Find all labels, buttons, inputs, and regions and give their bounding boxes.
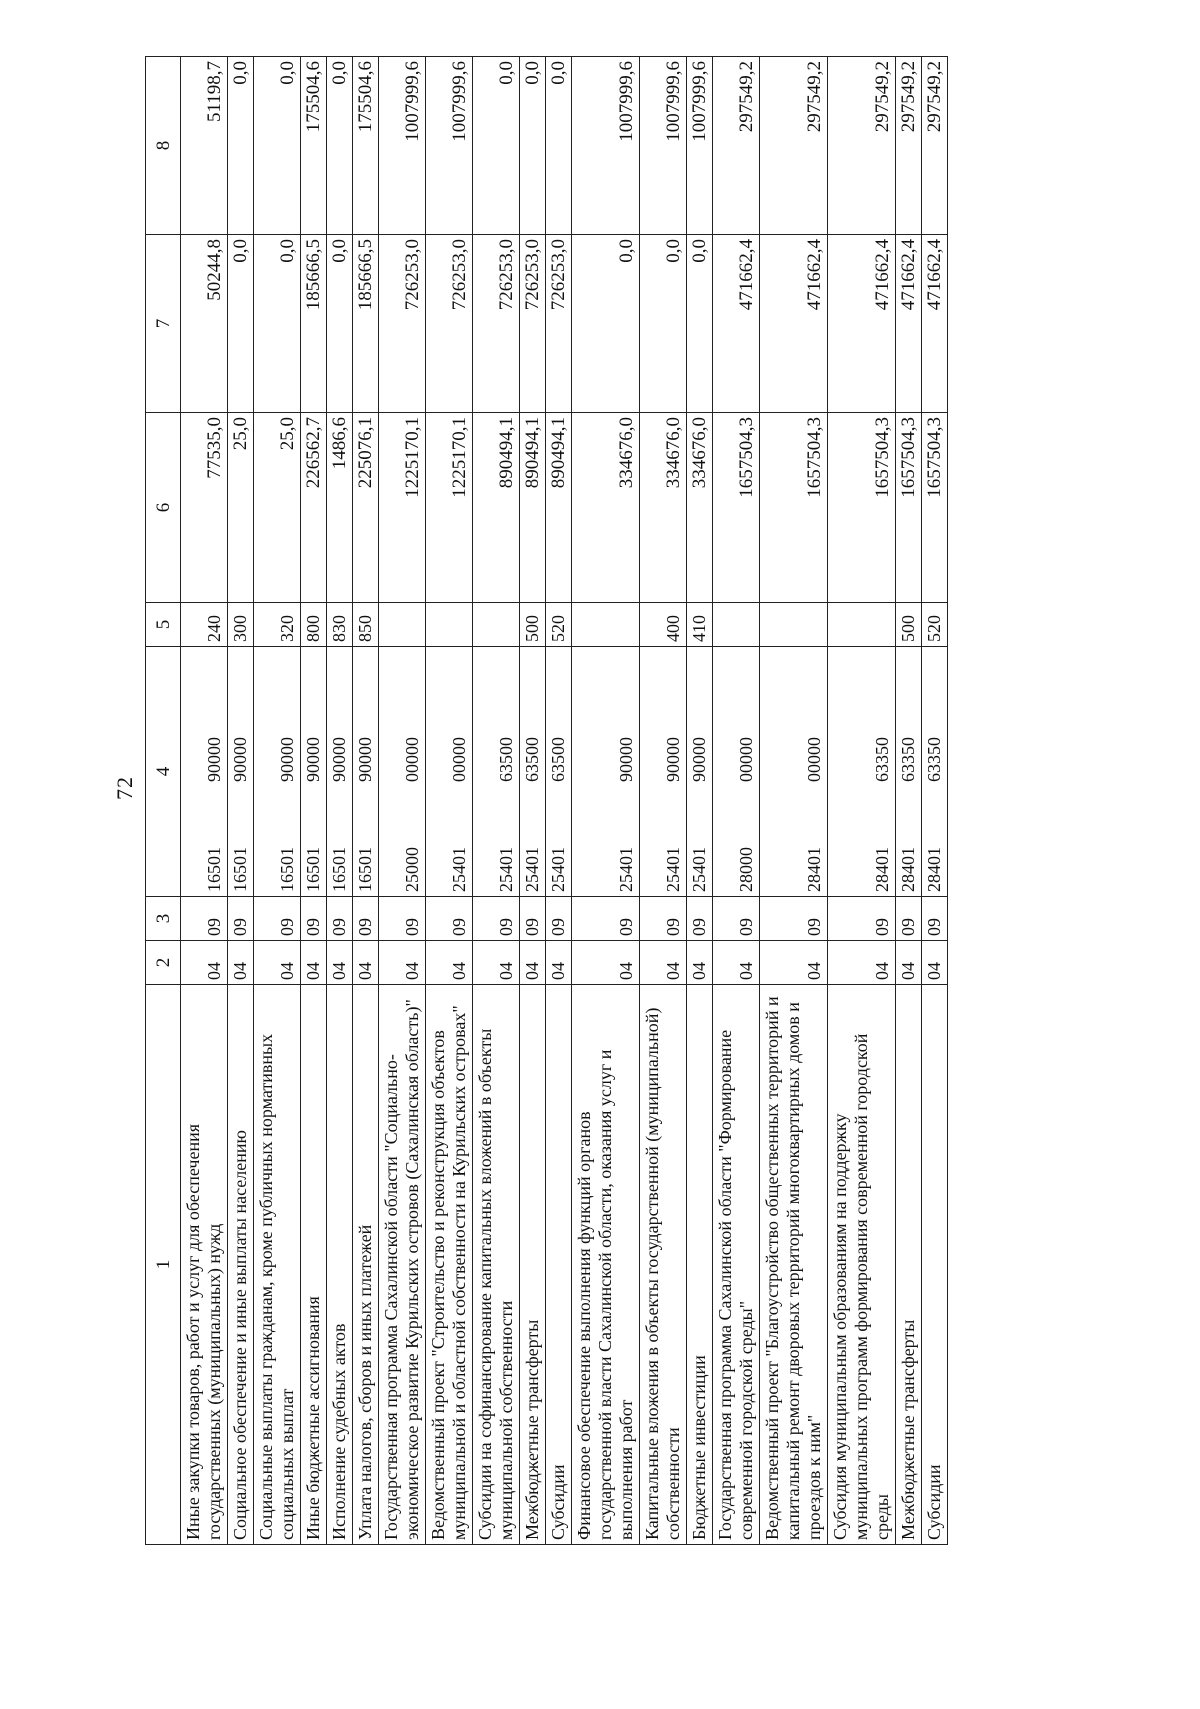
table-row xyxy=(301,57,327,1545)
row-name-cell: Межбюджетные трансферты xyxy=(520,985,546,1545)
amount-col8-cell: 51198,7 xyxy=(181,57,228,235)
subsection-code-cell: 09 xyxy=(896,897,922,941)
table-row xyxy=(922,57,948,1545)
section-code-cell: 04 xyxy=(922,941,948,985)
amount-col6-cell: 1657504,3 xyxy=(713,413,760,603)
amount-col7-cell: 726253,0 xyxy=(426,235,473,413)
program-code-cell xyxy=(546,647,572,897)
program-code-part1: 16501 xyxy=(329,847,349,892)
amount-col6-cell: 25,0 xyxy=(228,413,254,603)
subsection-code-cell: 09 xyxy=(254,897,301,941)
program-code-cell xyxy=(687,647,713,897)
page-number: 72 xyxy=(112,776,137,800)
program-code-part2: 90000 xyxy=(355,737,375,782)
program-code-part1: 28401 xyxy=(872,847,892,892)
program-code-part2: 00000 xyxy=(402,737,422,782)
amount-col8-cell: 1007999,6 xyxy=(379,57,426,235)
program-code-part2: 90000 xyxy=(616,737,636,782)
program-code-part2: 63350 xyxy=(872,737,892,782)
row-name-cell: Субсидия муниципальным образованиям на поддержку муниципальных программ формирования современной городской среды xyxy=(828,985,896,1545)
section-code-cell: 04 xyxy=(228,941,254,985)
amount-col6-cell: 890494,1 xyxy=(546,413,572,603)
amount-col8-cell: 1007999,6 xyxy=(426,57,473,235)
row-name-cell: Исполнение судебных актов xyxy=(327,985,353,1545)
amount-col7-cell: 471662,4 xyxy=(828,235,896,413)
subsection-code-cell: 09 xyxy=(687,897,713,941)
table-row xyxy=(687,57,713,1545)
section-code-cell: 04 xyxy=(640,941,687,985)
section-code-cell: 04 xyxy=(353,941,379,985)
expense-type-cell: 410 xyxy=(687,603,713,647)
section-code-cell: 04 xyxy=(379,941,426,985)
column-header-5: 5 xyxy=(146,603,181,647)
amount-col7-cell: 471662,4 xyxy=(896,235,922,413)
amount-col7-cell: 726253,0 xyxy=(546,235,572,413)
expense-type-cell xyxy=(572,603,640,647)
program-code-part2: 90000 xyxy=(689,737,709,782)
amount-col6-cell: 225076,1 xyxy=(353,413,379,603)
program-code-part2: 00000 xyxy=(804,737,824,782)
rotated-table-container xyxy=(145,57,1030,1545)
program-code-part2: 63500 xyxy=(496,737,516,782)
table-row xyxy=(520,57,546,1545)
program-code-cell xyxy=(353,647,379,897)
program-code-part2: 90000 xyxy=(230,737,250,782)
expense-type-cell: 520 xyxy=(922,603,948,647)
section-code-cell: 04 xyxy=(473,941,520,985)
amount-col6-cell: 1657504,3 xyxy=(922,413,948,603)
section-code-cell: 04 xyxy=(713,941,760,985)
section-code-cell: 04 xyxy=(546,941,572,985)
amount-col6-cell: 890494,1 xyxy=(520,413,546,603)
amount-col8-cell: 297549,2 xyxy=(896,57,922,235)
column-header-3: 3 xyxy=(146,897,181,941)
row-name-cell: Социальное обеспечение и иные выплаты населению xyxy=(228,985,254,1545)
table-row xyxy=(713,57,760,1545)
section-code-cell: 04 xyxy=(520,941,546,985)
row-name-cell: Государственная программа Сахалинской области "Социально-экономическое развитие Курильских островов (Сахалинская область)" xyxy=(379,985,426,1545)
subsection-code-cell: 09 xyxy=(301,897,327,941)
expense-type-cell xyxy=(713,603,760,647)
table-row xyxy=(572,57,640,1545)
subsection-code-cell: 09 xyxy=(379,897,426,941)
amount-col8-cell: 0,0 xyxy=(254,57,301,235)
subsection-code-cell: 09 xyxy=(546,897,572,941)
program-code-part2: 63350 xyxy=(898,737,918,782)
section-code-cell: 04 xyxy=(426,941,473,985)
expense-type-cell: 300 xyxy=(228,603,254,647)
section-code-cell: 04 xyxy=(760,941,828,985)
program-code-part2: 00000 xyxy=(449,737,469,782)
amount-col6-cell: 1486,6 xyxy=(327,413,353,603)
amount-col7-cell: 185666,5 xyxy=(353,235,379,413)
program-code-part1: 25401 xyxy=(689,847,709,892)
section-code-cell: 04 xyxy=(181,941,228,985)
program-code-part1: 25401 xyxy=(496,847,516,892)
column-header-6: 6 xyxy=(146,413,181,603)
amount-col8-cell: 0,0 xyxy=(520,57,546,235)
program-code-part2: 63350 xyxy=(924,737,944,782)
table-row xyxy=(896,57,922,1545)
expense-type-cell: 520 xyxy=(546,603,572,647)
amount-col7-cell: 50244,8 xyxy=(181,235,228,413)
subsection-code-cell: 09 xyxy=(520,897,546,941)
program-code-part1: 28401 xyxy=(898,847,918,892)
amount-col6-cell: 1225170,1 xyxy=(379,413,426,603)
program-code-cell xyxy=(254,647,301,897)
program-code-part1: 16501 xyxy=(303,847,323,892)
program-code-cell xyxy=(713,647,760,897)
program-code-part1: 16501 xyxy=(277,847,297,892)
table-row xyxy=(353,57,379,1545)
program-code-part1: 25401 xyxy=(663,847,683,892)
row-name-cell: Капитальные вложения в объекты государственной (муниципальной) собственности xyxy=(640,985,687,1545)
table-row xyxy=(379,57,426,1545)
amount-col6-cell: 334676,0 xyxy=(572,413,640,603)
expense-type-cell: 830 xyxy=(327,603,353,647)
program-code-part2: 90000 xyxy=(303,737,323,782)
program-code-part2: 00000 xyxy=(736,737,756,782)
program-code-part1: 25401 xyxy=(616,847,636,892)
amount-col7-cell: 726253,0 xyxy=(379,235,426,413)
amount-col8-cell: 297549,2 xyxy=(922,57,948,235)
row-name-cell: Субсидии xyxy=(546,985,572,1545)
amount-col7-cell: 726253,0 xyxy=(473,235,520,413)
section-code-cell: 04 xyxy=(301,941,327,985)
row-name-cell: Бюджетные инвестиции xyxy=(687,985,713,1545)
column-header-2: 2 xyxy=(146,941,181,985)
amount-col7-cell: 471662,4 xyxy=(713,235,760,413)
program-code-part2: 90000 xyxy=(329,737,349,782)
amount-col8-cell: 175504,6 xyxy=(353,57,379,235)
table-row xyxy=(327,57,353,1545)
program-code-part1: 16501 xyxy=(355,847,375,892)
subsection-code-cell: 09 xyxy=(327,897,353,941)
amount-col6-cell: 1657504,3 xyxy=(896,413,922,603)
program-code-part1: 25401 xyxy=(548,847,568,892)
table-row xyxy=(760,57,828,1545)
program-code-cell xyxy=(640,647,687,897)
table-row xyxy=(228,57,254,1545)
table-row xyxy=(473,57,520,1545)
expense-type-cell: 850 xyxy=(353,603,379,647)
column-header-4: 4 xyxy=(146,647,181,897)
program-code-cell xyxy=(426,647,473,897)
amount-col6-cell: 1657504,3 xyxy=(828,413,896,603)
amount-col7-cell: 0,0 xyxy=(327,235,353,413)
row-name-cell: Иные закупки товаров, работ и услуг для обеспечения государственных (муниципальных) нужд xyxy=(181,985,228,1545)
amount-col6-cell: 1657504,3 xyxy=(760,413,828,603)
row-name-cell: Субсидии xyxy=(922,985,948,1545)
expense-type-cell xyxy=(379,603,426,647)
subsection-code-cell: 09 xyxy=(713,897,760,941)
subsection-code-cell: 09 xyxy=(426,897,473,941)
amount-col6-cell: 334676,0 xyxy=(687,413,713,603)
table-row xyxy=(546,57,572,1545)
subsection-code-cell: 09 xyxy=(353,897,379,941)
budget-table xyxy=(145,56,948,1545)
amount-col7-cell: 0,0 xyxy=(687,235,713,413)
row-name-cell: Государственная программа Сахалинской области "Формирование современной городской среды" xyxy=(713,985,760,1545)
amount-col8-cell: 1007999,6 xyxy=(640,57,687,235)
table-row xyxy=(640,57,687,1545)
row-name-cell: Ведомственный проект "Строительство и реконструкция объектов муниципальной и областной собственности на Курильских островах" xyxy=(426,985,473,1545)
section-code-cell: 04 xyxy=(254,941,301,985)
amount-col8-cell: 297549,2 xyxy=(713,57,760,235)
program-code-cell xyxy=(572,647,640,897)
amount-col8-cell: 1007999,6 xyxy=(572,57,640,235)
subsection-code-cell: 09 xyxy=(760,897,828,941)
program-code-cell xyxy=(327,647,353,897)
row-name-cell: Уплата налогов, сборов и иных платежей xyxy=(353,985,379,1545)
amount-col7-cell: 0,0 xyxy=(640,235,687,413)
amount-col8-cell: 297549,2 xyxy=(760,57,828,235)
expense-type-cell: 500 xyxy=(520,603,546,647)
program-code-part2: 90000 xyxy=(663,737,683,782)
section-code-cell: 04 xyxy=(896,941,922,985)
program-code-cell xyxy=(379,647,426,897)
table-row xyxy=(254,57,301,1545)
amount-col8-cell: 0,0 xyxy=(327,57,353,235)
amount-col8-cell: 0,0 xyxy=(228,57,254,235)
expense-type-cell xyxy=(473,603,520,647)
expense-type-cell: 800 xyxy=(301,603,327,647)
row-name-cell: Ведомственный проект "Благоустройство общественных территорий и капитальный ремонт дворовых территорий многоквартирных домов и проездов к ним" xyxy=(760,985,828,1545)
program-code-part1: 28401 xyxy=(804,847,824,892)
program-code-part1: 25000 xyxy=(402,847,422,892)
expense-type-cell: 240 xyxy=(181,603,228,647)
subsection-code-cell: 09 xyxy=(828,897,896,941)
program-code-part2: 90000 xyxy=(277,737,297,782)
program-code-part1: 25401 xyxy=(449,847,469,892)
section-code-cell: 04 xyxy=(687,941,713,985)
amount-col8-cell: 0,0 xyxy=(473,57,520,235)
subsection-code-cell: 09 xyxy=(181,897,228,941)
program-code-part2: 90000 xyxy=(204,737,224,782)
table-row xyxy=(181,57,228,1545)
program-code-cell xyxy=(520,647,546,897)
subsection-code-cell: 09 xyxy=(922,897,948,941)
program-code-part1: 16501 xyxy=(230,847,250,892)
row-name-cell: Финансовое обеспечение выполнения функций органов государственной власти Сахалинской области, оказания услуг и выполнения работ xyxy=(572,985,640,1545)
amount-col6-cell: 890494,1 xyxy=(473,413,520,603)
section-code-cell: 04 xyxy=(828,941,896,985)
amount-col8-cell: 175504,6 xyxy=(301,57,327,235)
row-name-cell: Субсидии на софинансирование капитальных вложений в объекты муниципальной собственности xyxy=(473,985,520,1545)
table-row xyxy=(828,57,896,1545)
expense-type-cell: 320 xyxy=(254,603,301,647)
table-row xyxy=(426,57,473,1545)
column-header-8: 8 xyxy=(146,57,181,235)
row-name-cell: Иные бюджетные ассигнования xyxy=(301,985,327,1545)
amount-col7-cell: 471662,4 xyxy=(760,235,828,413)
amount-col7-cell: 185666,5 xyxy=(301,235,327,413)
expense-type-cell xyxy=(828,603,896,647)
program-code-cell xyxy=(473,647,520,897)
amount-col6-cell: 334676,0 xyxy=(640,413,687,603)
amount-col8-cell: 0,0 xyxy=(546,57,572,235)
subsection-code-cell: 09 xyxy=(572,897,640,941)
amount-col7-cell: 726253,0 xyxy=(520,235,546,413)
amount-col6-cell: 77535,0 xyxy=(181,413,228,603)
expense-type-cell: 500 xyxy=(896,603,922,647)
section-code-cell: 04 xyxy=(572,941,640,985)
program-code-part2: 63500 xyxy=(548,737,568,782)
subsection-code-cell: 09 xyxy=(640,897,687,941)
expense-type-cell xyxy=(760,603,828,647)
amount-col7-cell: 0,0 xyxy=(572,235,640,413)
expense-type-cell xyxy=(426,603,473,647)
amount-col6-cell: 226562,7 xyxy=(301,413,327,603)
amount-col6-cell: 25,0 xyxy=(254,413,301,603)
amount-col7-cell: 471662,4 xyxy=(922,235,948,413)
program-code-part1: 16501 xyxy=(204,847,224,892)
program-code-cell xyxy=(228,647,254,897)
row-name-cell: Межбюджетные трансферты xyxy=(896,985,922,1545)
program-code-cell xyxy=(828,647,896,897)
program-code-cell xyxy=(922,647,948,897)
amount-col6-cell: 1225170,1 xyxy=(426,413,473,603)
header-row xyxy=(146,57,181,1545)
program-code-part1: 28401 xyxy=(924,847,944,892)
amount-col8-cell: 1007999,6 xyxy=(687,57,713,235)
column-header-7: 7 xyxy=(146,235,181,413)
program-code-part1: 25401 xyxy=(522,847,542,892)
section-code-cell: 04 xyxy=(327,941,353,985)
program-code-cell xyxy=(760,647,828,897)
program-code-part1: 28000 xyxy=(736,847,756,892)
program-code-cell xyxy=(301,647,327,897)
amount-col8-cell: 297549,2 xyxy=(828,57,896,235)
program-code-part2: 63500 xyxy=(522,737,542,782)
expense-type-cell: 400 xyxy=(640,603,687,647)
row-name-cell: Социальные выплаты гражданам, кроме публичных нормативных социальных выплат xyxy=(254,985,301,1545)
program-code-cell xyxy=(896,647,922,897)
amount-col7-cell: 0,0 xyxy=(228,235,254,413)
amount-col7-cell: 0,0 xyxy=(254,235,301,413)
subsection-code-cell: 09 xyxy=(228,897,254,941)
program-code-cell xyxy=(181,647,228,897)
subsection-code-cell: 09 xyxy=(473,897,520,941)
column-header-1: 1 xyxy=(146,985,181,1545)
